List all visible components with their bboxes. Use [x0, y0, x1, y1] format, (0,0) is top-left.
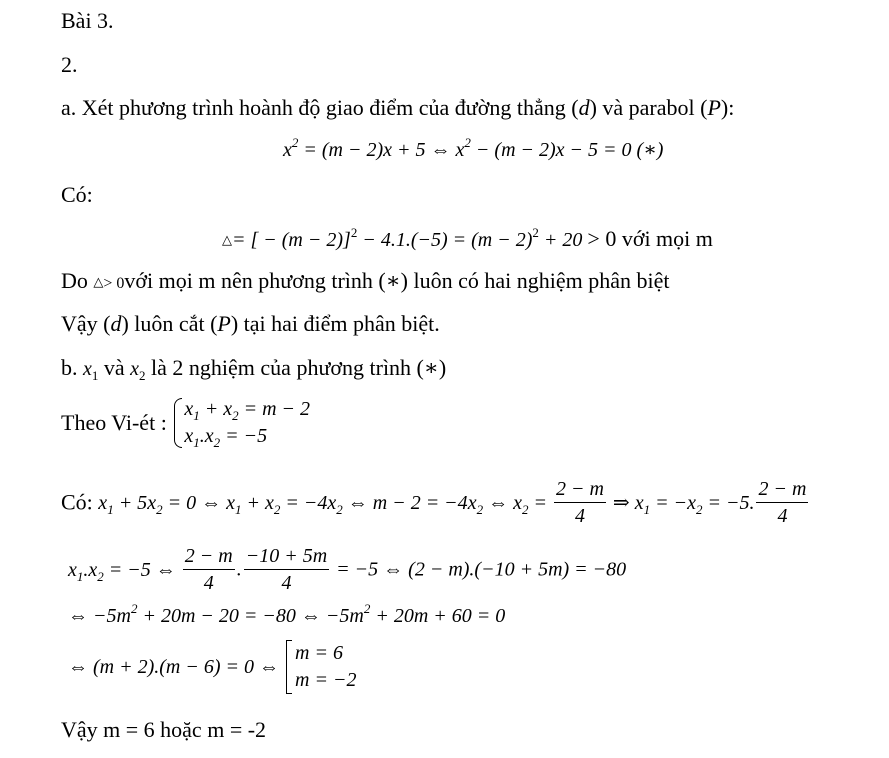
part-number: 2. [61, 52, 78, 77]
final-conclusion: Vậy m = 6 hoặc m = -2 [61, 717, 267, 742]
since-delta-positive: Do △> 0với mọi m nên phương trình (∗) luôn có hai nghiệm phân biệt [61, 268, 670, 293]
equation-line-4: ⇔ (m + 2).(m − 6) = 0 ⇔ m = 6 m = −2 [68, 640, 356, 694]
vieta-system: Theo Vi-ét : $x_1 + x_2 = m - 2$ $x_1.x_2 = -5$ [61, 398, 311, 450]
part-a-intro: a. Xét phương trình hoành độ giao điểm của đường thẳng (d) và parabol (P): [61, 95, 735, 120]
part-b-intro: b. $x_1$ và $x_2$ là 2 nghiệm của phương trình (∗) [61, 355, 447, 383]
heading: Bài 3. [61, 8, 114, 33]
fraction-2-m-over-4-b: $\frac{2 - m}{4}$ [758, 478, 807, 527]
fraction-minus10-plus-5m-over-4: $\frac{-10 + 5m}{4}$ [245, 545, 328, 594]
fraction-2-m-over-4-c: $\frac{2 - m}{4}$ [184, 545, 233, 594]
fraction-2-m-over-4: $\frac{2 - m}{4}$ [555, 478, 604, 527]
co-label-1: Có: [61, 182, 93, 207]
equation-discriminant: △= [ − $(m - 2)]^2 - 4.1.(-5) = (m - 2)^2 + 20 > 0$ với mọi m [222, 225, 713, 251]
roots-bracket: m = 6 m = −2 [286, 640, 356, 694]
conclusion-a: Vậy (d) luôn cắt (P) tại hai điểm phân biệt. [61, 311, 440, 336]
equation-line-1: Có: $x_1 + 5x_2 = 0$ ⇔ $x_1 + x_2 = -4x_2$ ⇔ $m - 2 = -4x_2$ ⇔ $x_2$ = $\frac{2 - m}{4}$ ⇒ $x_1 = -x_2 = -5$. $\frac{2 - m}{4}$ [61, 478, 807, 527]
equation-line-3: ⇔ $-5m^2 + 20m - 20 = -80$ ⇔ $-5m^2 + 20m + 60 = 0$ [68, 601, 506, 627]
equation-line-2: $x_1.x_2 = -5$ ⇔ $\frac{2 - m}{4}$ . $\frac{-10 + 5m}{4}$ = −5 ⇔ (2 − m).(−10 + 5m) = −80 [68, 545, 627, 594]
equation-intersection: $x^2 = (m - 2)x + 5$ ⇔ $x^2 - (m - 2)x - 5 = 0$ (∗) [283, 135, 664, 161]
